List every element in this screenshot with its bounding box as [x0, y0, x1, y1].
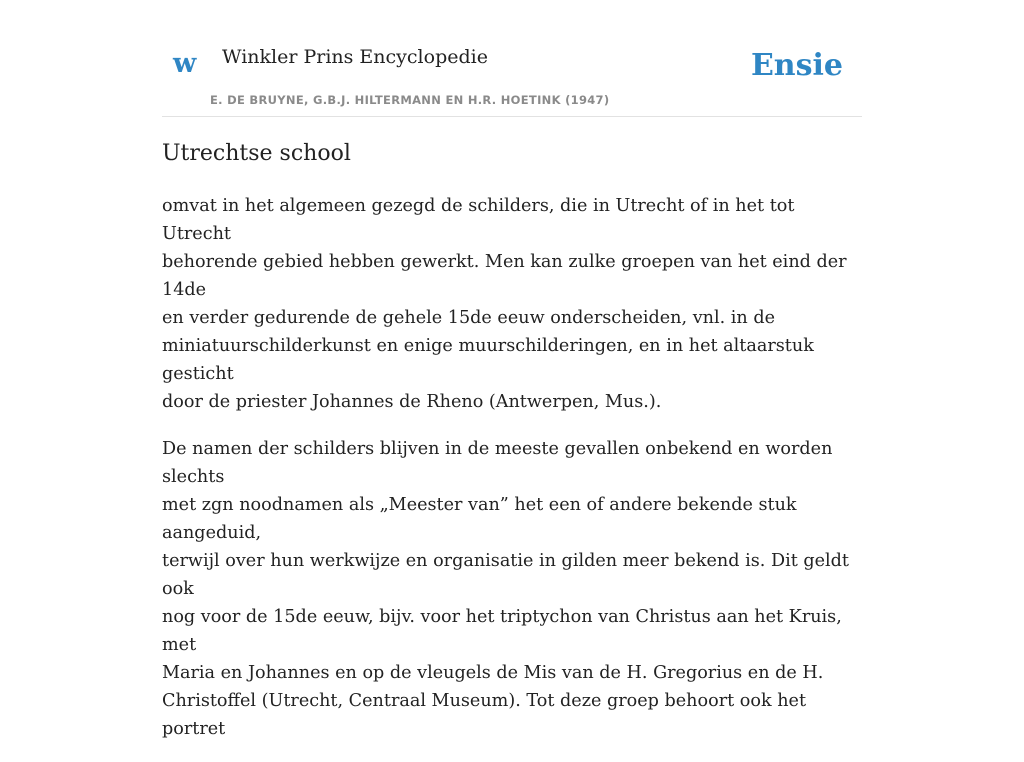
winkler-prins-logo[interactable]: w [173, 48, 197, 79]
site-title[interactable]: Winkler Prins Encyclopedie [222, 46, 488, 68]
article-body [162, 192, 862, 762]
article-paragraph: omvat in het algemeen gezegd de schilders, die in Utrecht of in het tot Utrecht behorende gebied hebben gewerkt. Men kan zulke groepen van het eind der 14de en verder gedurende de gehele 15de eeuw onderscheiden, vnl. in de miniatuurschilderkunst en enige muurschilderingen, en in het altaarstuk gesticht door de priester Johannes de Rheno (Antwerpen, Mus.). [162, 196, 847, 412]
article-paragraph: De namen der schilders blijven in de meeste gevallen onbekend en worden slechts met zgn noodnamen als „Meester van” het een of andere bekende stuk aangeduid, terwijl over hun werkwijze en organisatie in gilden meer bekend is. Dit geldt ook nog voor de 15de eeuw, bijv. voor het triptychon van Christus aan het Kruis, met Maria en Johannes en op de vleugels de Mis van de H. Gregorius en de H. Christoffel (Utrecht, Centraal Museum). Tot deze groep behoort ook het portret [162, 439, 849, 739]
site-authors: E. DE BRUYNE, G.B.J. HILTERMANN EN H.R. HOETINK (1947) [210, 93, 610, 107]
ensie-logo[interactable]: Ensie [750, 48, 843, 83]
site-header [162, 0, 862, 117]
article-title: Utrechtse school [162, 141, 351, 166]
